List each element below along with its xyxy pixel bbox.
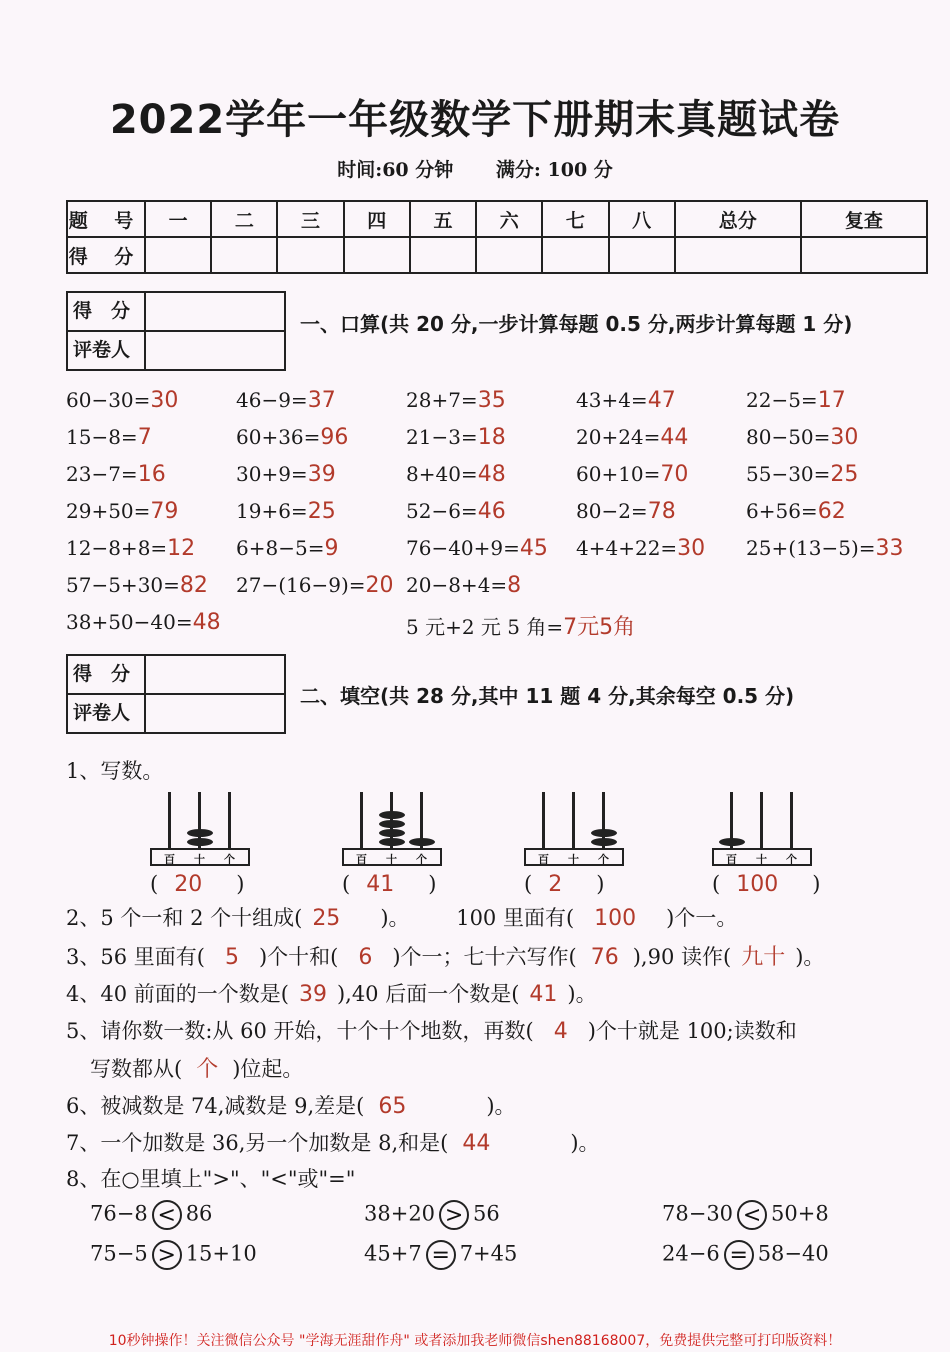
q6 <box>66 1090 516 1120</box>
q1-label: 1、写数。 <box>66 759 164 783</box>
q5-continued <box>90 1052 303 1083</box>
abacus-place-label: 个 <box>224 853 235 866</box>
mental-math-item <box>236 388 336 413</box>
q3-text: 3、56 里面有( <box>66 945 205 969</box>
mental-math-answer: 7元5角 <box>563 615 636 640</box>
score-table-score-row <box>67 237 927 273</box>
mental-math-answer: 12 <box>167 536 196 561</box>
mental-math-answer: 48 <box>477 462 506 487</box>
q2 <box>66 902 737 932</box>
score-table-header-row <box>67 201 927 237</box>
q6-text: )。 <box>486 1094 516 1118</box>
q3-text: )。 <box>795 945 825 969</box>
abacus-rod <box>360 792 363 848</box>
q5-answer-2: 个 <box>196 1057 219 1082</box>
mental-math-question: 57−5+30= <box>66 573 180 597</box>
score-col: 五 <box>410 201 476 237</box>
mental-math-answer: 46 <box>477 499 506 524</box>
q6-answer-1: 65 <box>378 1094 407 1119</box>
q7-answer-1: 44 <box>462 1131 491 1156</box>
comparison-item <box>90 1200 212 1230</box>
mental-math-item <box>406 425 506 450</box>
mental-math-question: 55−30= <box>746 462 831 486</box>
comparison-item <box>364 1240 517 1270</box>
q3-answer-4: 九十 <box>741 945 786 970</box>
abacus <box>524 786 624 866</box>
q6-text: 6、被减数是 74,减数是 9,差是( <box>66 1094 365 1118</box>
abacus-rod <box>542 792 545 848</box>
comparison-left: 75−5 <box>90 1241 148 1266</box>
abacus <box>150 786 250 866</box>
mental-math-question: 38+50−40= <box>66 610 193 634</box>
score-col: 八 <box>609 201 675 237</box>
mental-math-item <box>66 425 152 450</box>
grader-name-row <box>68 332 284 371</box>
q4-text: ),40 后面一个数是( <box>336 982 520 1006</box>
mental-math-item <box>66 388 178 413</box>
mental-math-question: 60−30= <box>66 388 151 412</box>
abacus-place-label: 个 <box>416 853 427 866</box>
abacus-bead <box>379 838 405 846</box>
mental-math-item <box>406 462 506 487</box>
mental-math-question: 28+7= <box>406 388 478 412</box>
grader-name-label: 评卷人 <box>68 695 146 734</box>
q4 <box>66 978 597 1008</box>
abacus-bead <box>187 838 213 846</box>
comparison-left: 45+7 <box>364 1241 422 1266</box>
exam-info <box>0 155 950 182</box>
grader-box-1 <box>66 291 286 371</box>
grader-box-2 <box>66 654 286 734</box>
mental-math-item <box>576 388 676 413</box>
mental-math-answer: 20 <box>365 573 394 598</box>
comparison-circle: < <box>152 1200 182 1230</box>
score-cell <box>801 237 927 273</box>
q3-text: )个十和( <box>258 945 339 969</box>
mental-math-answer: 30 <box>830 425 859 450</box>
mental-math-item <box>406 610 635 641</box>
mental-math-question: 5 元+2 元 5 角= <box>406 615 564 639</box>
comparison-circle: = <box>426 1240 456 1270</box>
mental-math-answer: 62 <box>817 499 846 524</box>
mental-math-answer: 35 <box>477 388 506 413</box>
mental-math-answer: 79 <box>150 499 179 524</box>
score-cell <box>211 237 277 273</box>
mental-math-item <box>236 499 336 524</box>
mental-math-answer: 30 <box>677 536 706 561</box>
abacus-bead <box>379 829 405 837</box>
q3-text: ),90 读作( <box>632 945 732 969</box>
mental-math-answer: 78 <box>647 499 676 524</box>
mental-math-answer: 70 <box>660 462 689 487</box>
mental-math-item <box>66 462 166 487</box>
score-cell <box>344 237 410 273</box>
mental-math-item <box>236 573 394 598</box>
mental-math-question: 25+(13−5)= <box>746 536 876 560</box>
abacus-base <box>342 848 442 866</box>
q3-text: )个一；七十六写作( <box>392 945 577 969</box>
score-cell <box>145 237 211 273</box>
abacus-answer-value: 20 <box>174 872 203 897</box>
q3-answer-2: 6 <box>358 945 373 970</box>
q2-text: )。 <box>380 906 410 930</box>
mental-math-question: 52−6= <box>406 499 478 523</box>
comparison-right: 86 <box>185 1201 213 1226</box>
q5 <box>66 1015 797 1045</box>
mental-math-answer: 48 <box>192 610 221 635</box>
q4-text: )。 <box>567 982 597 1006</box>
comparison-right: 56 <box>473 1201 500 1226</box>
mental-math-question: 6+8−5= <box>236 536 325 560</box>
abacus-base <box>712 848 812 866</box>
section2-title: 二、填空(共 28 分,其中 11 题 4 分,其余每空 0.5 分) <box>300 684 795 708</box>
score-cell <box>542 237 608 273</box>
score-table-header-label: 题 号 <box>67 201 145 237</box>
mental-math-item <box>746 425 858 450</box>
abacus-place-label: 百 <box>164 853 175 866</box>
abacus-bead <box>187 829 213 837</box>
mental-math-item <box>236 536 338 561</box>
mental-math-item <box>746 388 846 413</box>
mental-math-item <box>406 499 506 524</box>
q5-text: )位起。 <box>232 1057 304 1081</box>
mental-math-answer: 16 <box>137 462 166 487</box>
abacus-place-label: 十 <box>568 853 579 866</box>
mental-math-question: 19+6= <box>236 499 308 523</box>
q2-answer-1: 25 <box>312 906 341 931</box>
abacus-place-label: 百 <box>726 853 737 866</box>
mental-math-question: 46−9= <box>236 388 308 412</box>
q2-text: 100 里面有( <box>456 906 575 930</box>
abacus <box>342 786 442 866</box>
comparison-left: 76−8 <box>90 1201 148 1226</box>
q4-text: 4、40 前面的一个数是( <box>66 982 289 1006</box>
score-col: 四 <box>344 201 410 237</box>
abacus-bead <box>379 811 405 819</box>
mental-math-question: 76−40+9= <box>406 536 520 560</box>
score-col: 三 <box>277 201 343 237</box>
mental-math-question: 60+36= <box>236 425 321 449</box>
score-cell <box>410 237 476 273</box>
score-cell <box>609 237 675 273</box>
abacus-base <box>150 848 250 866</box>
abacus-base <box>524 848 624 866</box>
mental-math-item <box>236 425 348 450</box>
mental-math-question: 80−2= <box>576 499 648 523</box>
mental-math-item <box>66 610 221 635</box>
abacus-rod <box>790 792 793 848</box>
score-table <box>66 200 928 274</box>
q7 <box>66 1127 600 1157</box>
q8-label: 8、在○里填上">"、"<"或"=" <box>66 1167 356 1191</box>
mental-math-answer: 30 <box>150 388 179 413</box>
grader-score-row <box>68 656 284 695</box>
score-cell <box>675 237 801 273</box>
q3-answer-3: 76 <box>590 945 619 970</box>
time-label: 时间:60 分钟 <box>337 159 454 181</box>
mental-math-question: 30+9= <box>236 462 308 486</box>
mental-math-item <box>66 499 178 524</box>
abacus-place-label: 百 <box>538 853 549 866</box>
abacus-answer-value: 2 <box>548 872 563 897</box>
abacus-place-label: 个 <box>786 853 797 866</box>
q4-answer-1: 39 <box>298 982 327 1007</box>
comparison-right: 7+45 <box>459 1241 518 1266</box>
grader-name-row <box>68 695 284 734</box>
mental-math-item <box>746 462 858 487</box>
abacus-place-label: 十 <box>756 853 767 866</box>
comparison-item <box>90 1240 257 1270</box>
abacus-answer-value: 100 <box>736 872 779 897</box>
mental-math-answer: 9 <box>324 536 339 561</box>
score-col: 六 <box>476 201 542 237</box>
mental-math-answer: 47 <box>647 388 676 413</box>
q7-text: 7、一个加数是 36,另一个加数是 8,和是( <box>66 1131 449 1155</box>
comparison-circle: < <box>737 1200 767 1230</box>
mental-math-item <box>236 462 336 487</box>
mental-math-answer: 33 <box>875 536 904 561</box>
comparison-left: 24−6 <box>662 1241 720 1266</box>
mental-math-question: 60+10= <box>576 462 661 486</box>
score-col: 七 <box>542 201 608 237</box>
comparison-right: 15+10 <box>185 1241 257 1266</box>
abacus-rod <box>228 792 231 848</box>
abacus-rod <box>168 792 171 848</box>
mental-math-question: 6+56= <box>746 499 818 523</box>
abacus-bead <box>591 829 617 837</box>
mental-math-item <box>576 499 676 524</box>
mental-math-item <box>576 425 688 450</box>
mental-math-question: 20+24= <box>576 425 661 449</box>
q5-text: )个十就是 100;读数和 <box>587 1019 797 1043</box>
comparison-item <box>662 1200 829 1230</box>
comparison-left: 38+20 <box>364 1201 436 1226</box>
abacus-bead <box>719 838 745 846</box>
score-table-row-label: 得 分 <box>67 237 145 273</box>
mental-math-answer: 37 <box>307 388 336 413</box>
mental-math-item <box>406 388 506 413</box>
footer-promo: 10秒钟操作！关注微信公众号 "学海无涯甜作舟" 或者添加我老师微信shen88168007，免费提供完整可打印版资料！ <box>108 1333 842 1349</box>
comparison-circle: > <box>439 1200 469 1230</box>
mental-math-question: 27−(16−9)= <box>236 573 366 597</box>
mental-math-item <box>406 536 548 561</box>
comparison-left: 78−30 <box>662 1201 734 1226</box>
abacus-answer: ( 41 ) <box>342 872 437 897</box>
mental-math-question: 12−8+8= <box>66 536 168 560</box>
mental-math-question: 8+40= <box>406 462 478 486</box>
abacus-bead <box>379 820 405 828</box>
q2-text: )个一。 <box>666 906 738 930</box>
score-cell <box>476 237 542 273</box>
abacus-answer: ( 20 ) <box>150 872 245 897</box>
mental-math-answer: 82 <box>179 573 208 598</box>
mental-math-item <box>746 499 846 524</box>
mental-math-answer: 25 <box>307 499 336 524</box>
mental-math-item <box>576 462 688 487</box>
score-col: 复查 <box>801 201 927 237</box>
abacus-bead <box>409 838 435 846</box>
comparison-circle: = <box>724 1240 754 1270</box>
abacus-place-label: 百 <box>356 853 367 866</box>
abacus-place-label: 个 <box>598 853 609 866</box>
score-col: 总分 <box>675 201 801 237</box>
mental-math-question: 20−8+4= <box>406 573 508 597</box>
mental-math-answer: 8 <box>507 573 522 598</box>
mental-math-answer: 18 <box>477 425 506 450</box>
comparison-right: 58−40 <box>757 1241 829 1266</box>
q7-text: )。 <box>570 1131 600 1155</box>
full-score-label: 满分: 100 分 <box>495 159 613 181</box>
mental-math-question: 15−8= <box>66 425 138 449</box>
comparison-item <box>364 1200 500 1230</box>
abacus-rod <box>572 792 575 848</box>
grader-name-label: 评卷人 <box>68 332 146 371</box>
mental-math-answer: 96 <box>320 425 349 450</box>
mental-math-answer: 7 <box>137 425 152 450</box>
mental-math-question: 4+4+22= <box>576 536 678 560</box>
mental-math-answer: 45 <box>519 536 548 561</box>
q5-answer-1: 4 <box>553 1019 568 1044</box>
q3 <box>66 940 824 971</box>
q3-answer-1: 5 <box>224 945 239 970</box>
grader-score-label: 得 分 <box>68 656 146 693</box>
score-col: 一 <box>145 201 211 237</box>
abacus-answer: ( 2 ) <box>524 872 605 897</box>
comparison-item <box>662 1240 829 1270</box>
mental-math-question: 80−50= <box>746 425 831 449</box>
mental-math-question: 43+4= <box>576 388 648 412</box>
q2-text: 2、5 个一和 2 个十组成( <box>66 906 303 930</box>
q4-answer-2: 41 <box>529 982 558 1007</box>
q2-answer-2: 100 <box>594 906 637 931</box>
mental-math-item <box>746 536 904 561</box>
mental-math-question: 23−7= <box>66 462 138 486</box>
abacus <box>712 786 812 866</box>
mental-math-item <box>406 573 521 598</box>
grader-score-label: 得 分 <box>68 293 146 330</box>
section1-title: 一、口算(共 20 分,一步计算每题 0.5 分,两步计算每题 1 分) <box>300 312 853 336</box>
abacus-bead <box>591 838 617 846</box>
grader-score-row <box>68 293 284 332</box>
page-title: 2022学年一年级数学下册期末真题试卷 <box>109 97 841 143</box>
abacus-rod <box>760 792 763 848</box>
score-cell <box>277 237 343 273</box>
mental-math-question: 22−5= <box>746 388 818 412</box>
mental-math-item <box>66 573 208 598</box>
mental-math-item <box>576 536 705 561</box>
mental-math-answer: 25 <box>830 462 859 487</box>
mental-math-answer: 39 <box>307 462 336 487</box>
q5-text: 写数都从( <box>90 1057 183 1081</box>
abacus-answer: ( 100 ) <box>712 872 821 897</box>
abacus-place-label: 十 <box>386 853 397 866</box>
comparison-circle: > <box>152 1240 182 1270</box>
mental-math-question: 29+50= <box>66 499 151 523</box>
comparison-right: 50+8 <box>771 1201 829 1226</box>
score-col: 二 <box>211 201 277 237</box>
mental-math-question: 21−3= <box>406 425 478 449</box>
mental-math-item <box>66 536 195 561</box>
abacus-answer-value: 41 <box>366 872 395 897</box>
mental-math-answer: 17 <box>817 388 846 413</box>
abacus-place-label: 十 <box>194 853 205 866</box>
q5-text: 5、请你数一数:从 60 开始，十个十个地数，再数( <box>66 1019 534 1043</box>
mental-math-answer: 44 <box>660 425 689 450</box>
